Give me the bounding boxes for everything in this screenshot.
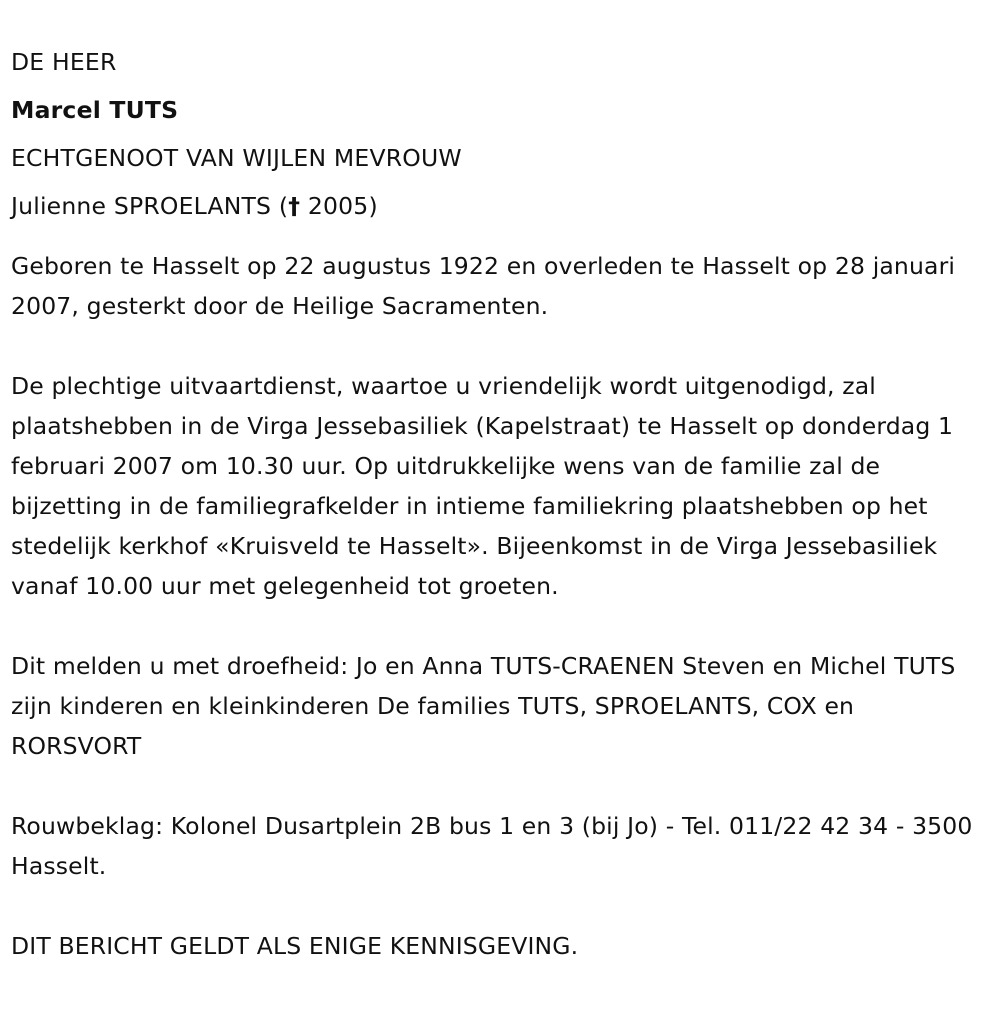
spouse-year: 2005): [300, 192, 378, 220]
cross-icon: †: [288, 192, 301, 220]
relation-line: ECHTGENOOT VAN WIJLEN MEVROUW: [11, 144, 462, 172]
birth-death-paragraph: Geboren te Hasselt op 22 augustus 1922 en overleden te Hasselt op 28 januari 2007, gesterkt door de Heilige Sacramenten.: [11, 252, 956, 320]
funeral-service-paragraph: De plechtige uitvaartdienst, waartoe u vriendelijk wordt uitgenodigd, zal plaatshebben in de Virga Jessebasiliek (Kapelstraat) te Hasselt op donderdag 1 februari 2007 om 10.30 uur. Op uitdrukkelijke wens van de familie zal de bijzetting in de familiegrafkelder in intieme familiekring plaatshebben op het stedelijk kerkhof «Kruisveld te Hasselt». Bijeenkomst in de Virga Jessebasiliek vanaf 10.00 uur met gelegenheid tot groeten.: [11, 372, 954, 600]
spouse-line: [11, 182, 992, 230]
closing-notice: DIT BERICHT GELDT ALS ENIGE KENNISGEVING.: [11, 932, 579, 960]
condolence-address-paragraph: Rouwbeklag: Kolonel Dusartplein 2B bus 1 en 3 (bij Jo) - Tel. 011/22 42 34 - 3500 Hasselt.: [11, 812, 973, 880]
spouse-name: Julienne SPROELANTS (: [11, 192, 289, 220]
deceased-name: Marcel TUTS: [11, 96, 179, 124]
title-prefix: DE HEER: [11, 48, 117, 76]
family-paragraph: Dit melden u met droefheid: Jo en Anna TUTS-CRAENEN Steven en Michel TUTS zijn kinderen en kleinkinderen De families TUTS, SPROELANTS, COX en RORSVORT: [11, 652, 956, 760]
